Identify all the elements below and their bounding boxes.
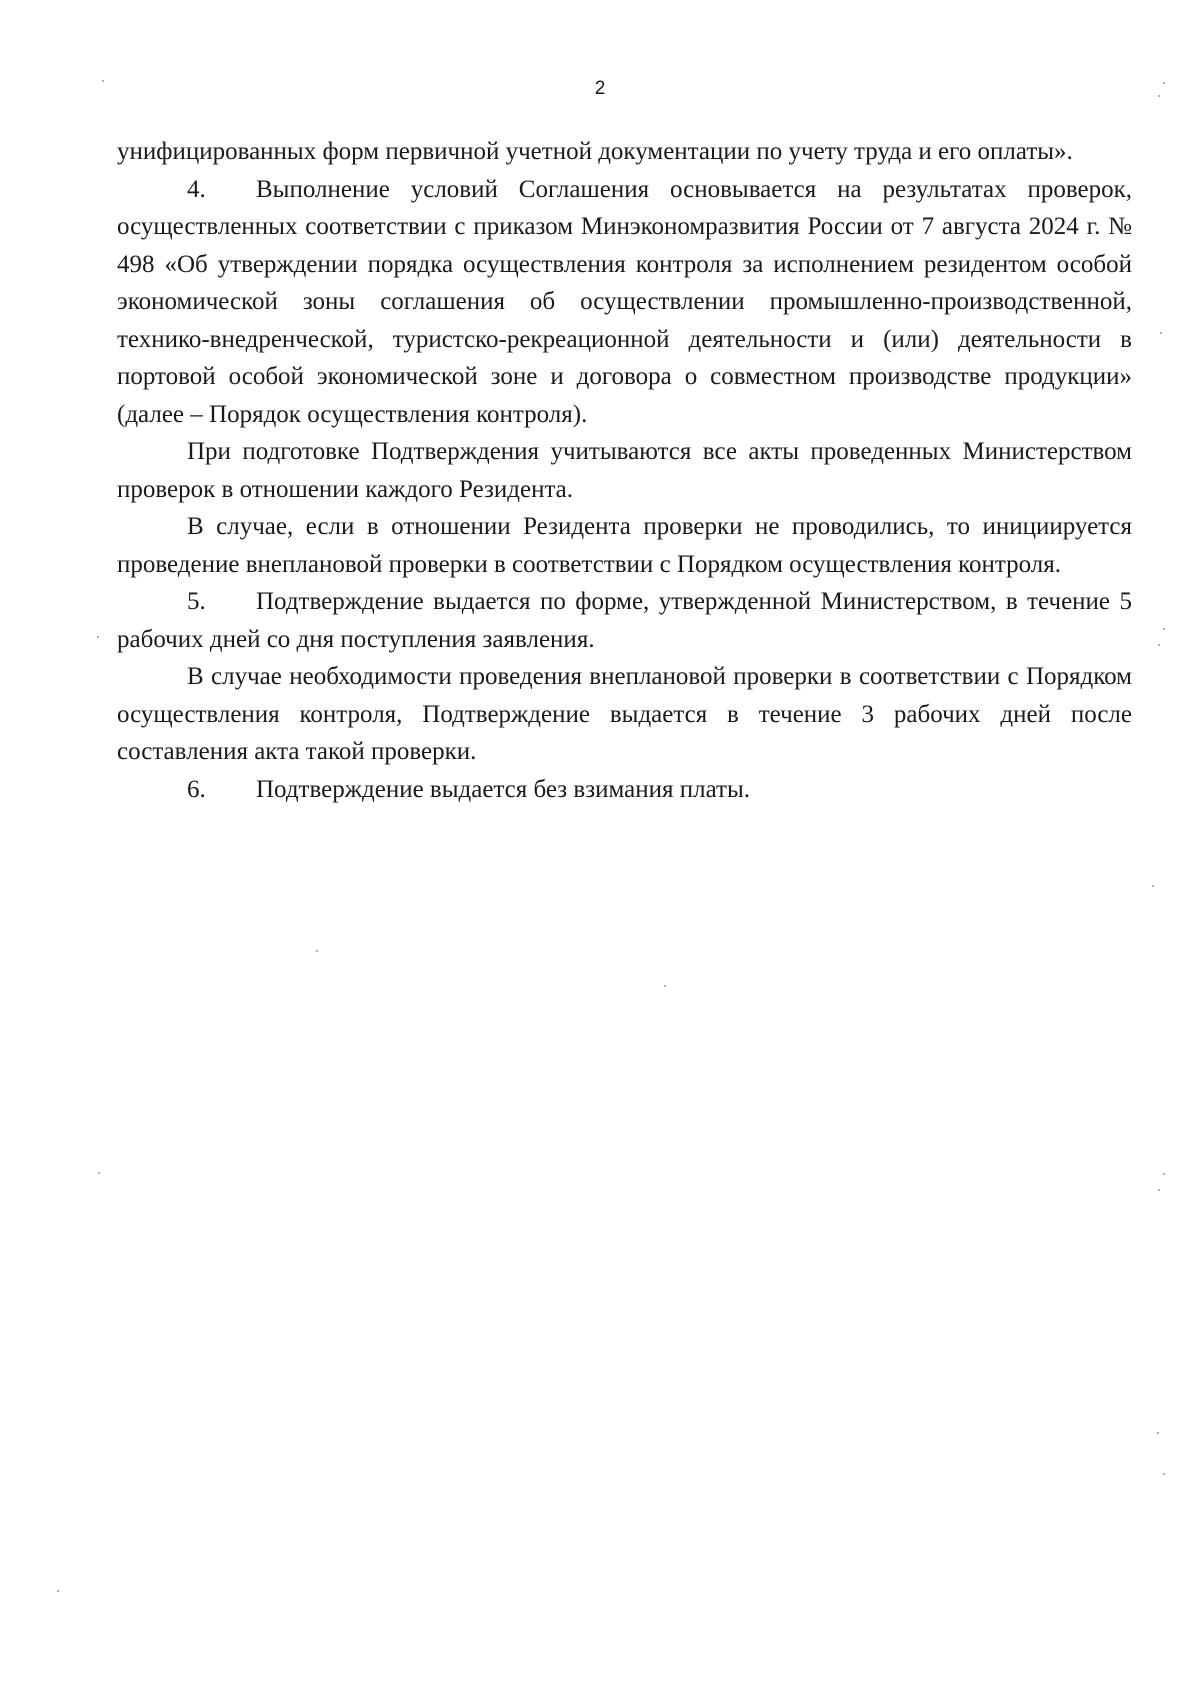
paragraph-item-5 bbox=[117, 583, 1132, 658]
paragraph-text: При подготовке Подтверждения учитываются все акты проведенных Министерством проверок в отношении каждого Резидента. bbox=[117, 438, 1132, 503]
paragraph-continuation bbox=[117, 133, 1132, 171]
paragraph-text: унифицированных форм первичной учетной документации по учету труда и его оплаты». bbox=[117, 138, 1073, 165]
scan-speck bbox=[1160, 332, 1162, 334]
paragraph-item-6 bbox=[117, 771, 1132, 809]
scan-speck bbox=[316, 950, 318, 952]
paragraph-text: Подтверждение выдается по форме, утвержденной Министерством, в течение 5 рабочих дней со дня поступления заявления. bbox=[117, 588, 1132, 653]
scan-speck bbox=[1158, 95, 1160, 97]
paragraph-item-4 bbox=[117, 171, 1132, 434]
paragraph bbox=[117, 508, 1132, 583]
scan-speck bbox=[664, 985, 666, 987]
scan-speck bbox=[1163, 628, 1165, 630]
paragraph-number: 4. bbox=[187, 175, 206, 203]
paragraph-text: В случае необходимости проведения внеплановой проверки в соответствии с Порядком осуществления контроля, Подтверждение выдается в течение 3 рабочих дней после составления акта такой проверки. bbox=[117, 663, 1132, 765]
paragraph bbox=[117, 433, 1132, 508]
scan-speck bbox=[1163, 1173, 1165, 1175]
scan-speck bbox=[1158, 644, 1160, 646]
scan-speck bbox=[97, 636, 99, 638]
paragraph-number: 6. bbox=[187, 775, 206, 803]
scan-speck bbox=[1163, 1473, 1165, 1475]
paragraph-text: Подтверждение выдается без взимания платы. bbox=[256, 775, 751, 803]
scan-speck bbox=[98, 1172, 100, 1174]
scan-speck bbox=[102, 80, 104, 82]
paragraph-number: 5. bbox=[187, 588, 206, 615]
scan-speck bbox=[1163, 82, 1165, 84]
paragraph bbox=[117, 658, 1132, 771]
scan-speck bbox=[1152, 885, 1154, 887]
paragraph-text: В случае, если в отношении Резидента проверки не проводились, то инициируется проведение внеплановой проверки в соответствии с Порядком осуществления контроля. bbox=[117, 513, 1132, 578]
scan-speck bbox=[57, 1590, 59, 1592]
page-number: 2 bbox=[594, 78, 606, 99]
scan-speck bbox=[1157, 1432, 1159, 1434]
scan-speck bbox=[1158, 1189, 1160, 1191]
paragraph-text: Выполнение условий Соглашения основывается на результатах проверок, осуществленных соответствии с приказом Минэкономразвития России от 7 августа 2024 г. № 498 «Об утверждении порядка осуществления контроля за исполнением резидентом особой экономической зоны соглашения об осуществлении промышленно-производственной, технико-внедренческой, туристско-рекреационной деятельности и (или) деятельности в портовой особой экономической зоне и договора о совместном производстве продукции» (далее – Порядок осуществления контроля). bbox=[117, 175, 1132, 428]
document-body bbox=[117, 133, 1132, 808]
